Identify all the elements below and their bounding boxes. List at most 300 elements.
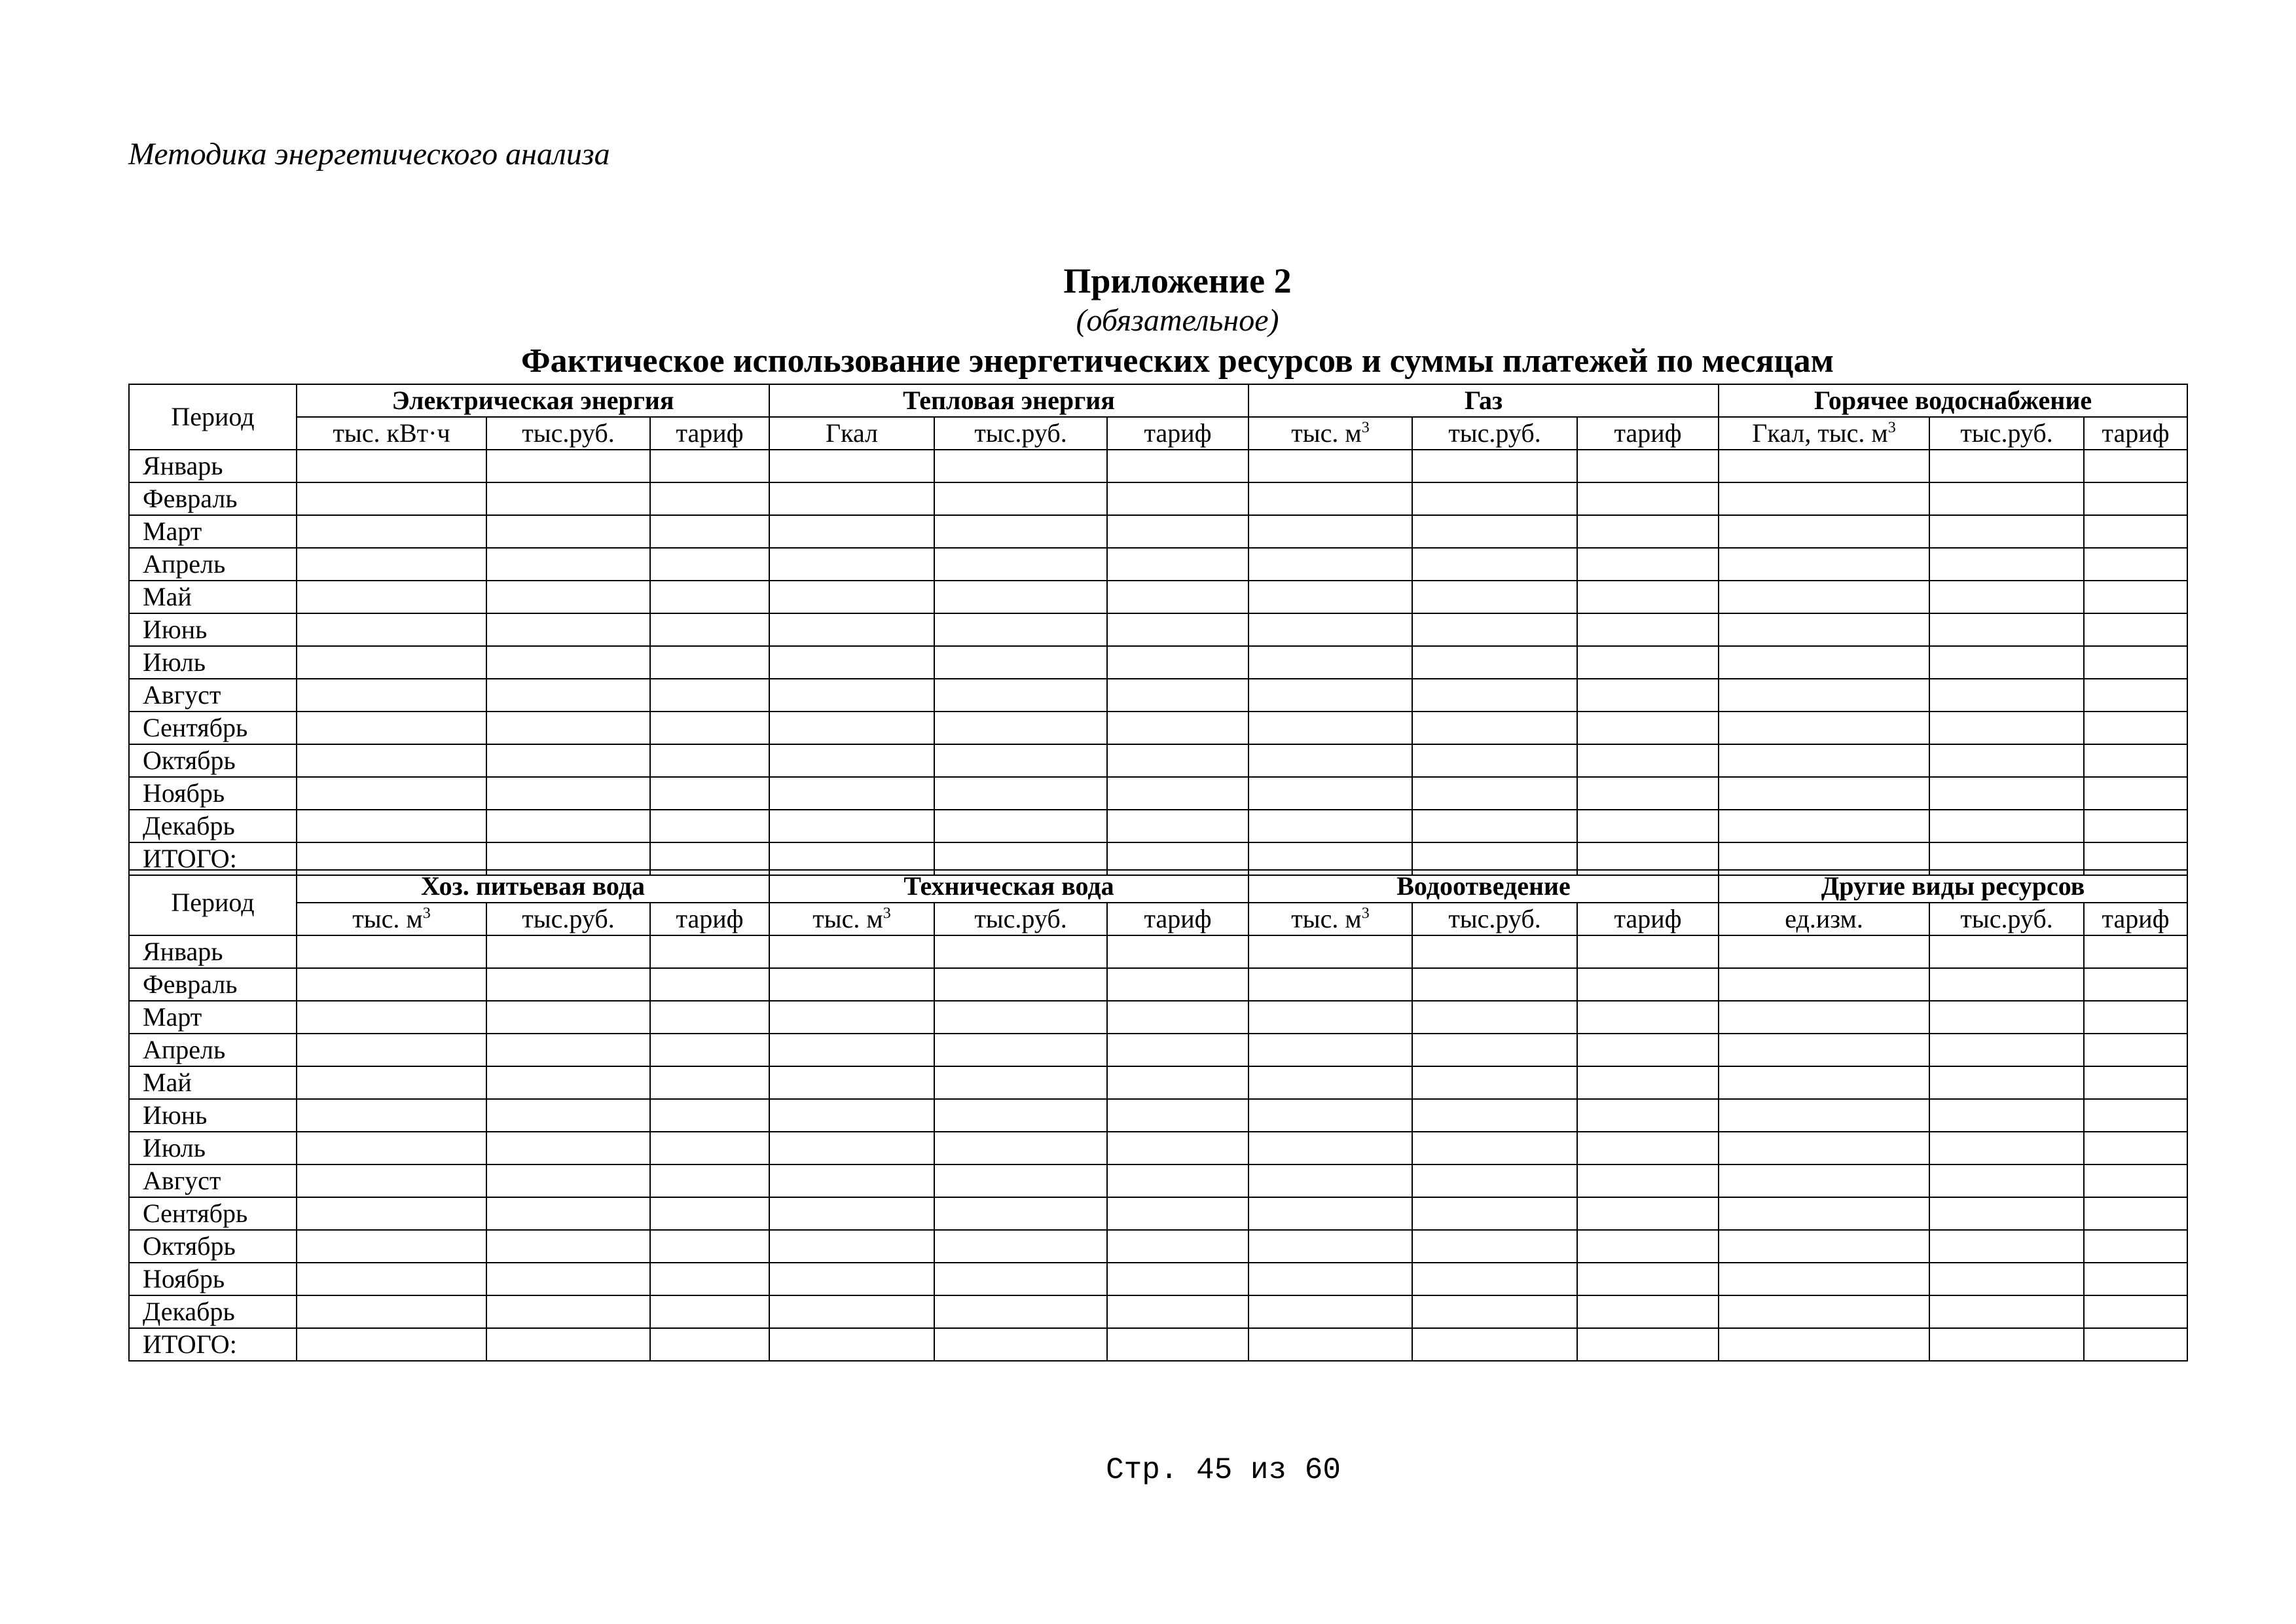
empty-cell <box>1719 1066 1929 1099</box>
empty-cell <box>297 646 486 679</box>
unit-header <box>486 417 650 450</box>
empty-cell <box>769 646 934 679</box>
empty-cell <box>769 1328 934 1361</box>
empty-cell <box>1107 1164 1248 1197</box>
empty-cell <box>2084 810 2187 842</box>
empty-cell <box>934 646 1107 679</box>
empty-cell <box>2084 450 2187 482</box>
empty-cell <box>1929 810 2084 842</box>
table-row <box>129 777 2187 810</box>
empty-cell <box>486 1099 650 1132</box>
resource-group-header: Газ <box>1248 384 1719 417</box>
month-label: Февраль <box>129 968 297 1001</box>
group-header-row <box>129 384 2187 417</box>
table-title: Фактическое использование энергетических ресурсов и суммы платежей по месяцам <box>520 342 1834 380</box>
empty-cell <box>769 613 934 646</box>
empty-cell <box>1248 646 1412 679</box>
empty-cell <box>1412 482 1577 515</box>
empty-cell <box>1248 1099 1412 1132</box>
empty-cell <box>650 646 769 679</box>
empty-cell <box>1412 1001 1577 1034</box>
empty-cell <box>934 1164 1107 1197</box>
unit-label: тыс.руб. <box>1960 904 2053 933</box>
empty-cell <box>486 679 650 712</box>
empty-cell <box>1577 968 1719 1001</box>
empty-cell <box>1412 1230 1577 1263</box>
empty-cell <box>1107 1132 1248 1164</box>
empty-cell <box>1719 581 1929 613</box>
empty-cell <box>1107 581 1248 613</box>
empty-cell <box>1248 1328 1412 1361</box>
empty-cell <box>1929 646 2084 679</box>
empty-cell <box>769 935 934 968</box>
empty-cell <box>297 935 486 968</box>
empty-cell <box>1248 935 1412 968</box>
empty-cell <box>769 581 934 613</box>
empty-cell <box>650 1164 769 1197</box>
month-label: Август <box>129 1164 297 1197</box>
empty-cell <box>650 935 769 968</box>
empty-cell <box>1248 1295 1412 1328</box>
unit-header <box>297 417 486 450</box>
page-number: Стр. 45 из 60 <box>1106 1453 1341 1487</box>
empty-cell <box>934 515 1107 548</box>
empty-cell <box>1412 515 1577 548</box>
empty-cell <box>1248 810 1412 842</box>
empty-cell <box>1107 1001 1248 1034</box>
empty-cell <box>650 1001 769 1034</box>
empty-cell <box>1719 1132 1929 1164</box>
unit-superscript: 3 <box>1887 419 1896 437</box>
empty-cell <box>1412 777 1577 810</box>
empty-cell <box>769 1066 934 1099</box>
empty-cell <box>297 482 486 515</box>
empty-cell <box>1719 1164 1929 1197</box>
month-label: Сентябрь <box>129 1197 297 1230</box>
empty-cell <box>769 515 934 548</box>
table-row <box>129 679 2187 712</box>
month-label: Апрель <box>129 1034 297 1066</box>
unit-header <box>1412 903 1577 935</box>
empty-cell <box>1248 581 1412 613</box>
empty-cell <box>1719 482 1929 515</box>
group-header-row <box>129 870 2187 903</box>
empty-cell <box>486 712 650 744</box>
table-row <box>129 450 2187 482</box>
month-label: Июль <box>129 646 297 679</box>
empty-cell <box>769 548 934 581</box>
empty-cell <box>1577 1034 1719 1066</box>
unit-header <box>2084 417 2187 450</box>
empty-cell <box>934 712 1107 744</box>
unit-header <box>1719 903 1929 935</box>
empty-cell <box>297 1034 486 1066</box>
empty-cell <box>1929 777 2084 810</box>
empty-cell <box>1577 482 1719 515</box>
empty-cell <box>769 679 934 712</box>
empty-cell <box>1577 1001 1719 1034</box>
unit-header-row <box>129 417 2187 450</box>
empty-cell <box>1412 450 1577 482</box>
month-label: Сентябрь <box>129 712 297 744</box>
empty-cell <box>1929 450 2084 482</box>
empty-cell <box>1248 1066 1412 1099</box>
empty-cell <box>934 1066 1107 1099</box>
unit-label: тариф <box>676 418 744 448</box>
empty-cell <box>769 712 934 744</box>
empty-cell <box>934 1197 1107 1230</box>
empty-cell <box>2084 1230 2187 1263</box>
resource-group-header: Горячее водоснабжение <box>1719 384 2187 417</box>
empty-cell <box>486 777 650 810</box>
table-row <box>129 1263 2187 1295</box>
month-label: Июнь <box>129 1099 297 1132</box>
empty-cell <box>1107 744 1248 777</box>
empty-cell <box>1412 548 1577 581</box>
month-label: Декабрь <box>129 810 297 842</box>
empty-cell <box>650 968 769 1001</box>
empty-cell <box>1107 515 1248 548</box>
empty-cell <box>297 1066 486 1099</box>
empty-cell <box>1929 548 2084 581</box>
empty-cell <box>1929 712 2084 744</box>
empty-cell <box>1248 744 1412 777</box>
unit-header <box>1577 417 1719 450</box>
appendix-title: Приложение 2 <box>1063 261 1292 300</box>
empty-cell <box>1929 679 2084 712</box>
empty-cell <box>2084 646 2187 679</box>
empty-cell <box>297 1197 486 1230</box>
month-label: Декабрь <box>129 1295 297 1328</box>
empty-cell <box>650 1328 769 1361</box>
empty-cell <box>1248 1034 1412 1066</box>
empty-cell <box>1719 1197 1929 1230</box>
empty-cell <box>1719 646 1929 679</box>
resources-table-1 <box>128 384 2188 876</box>
empty-cell <box>1107 450 1248 482</box>
empty-cell <box>650 515 769 548</box>
unit-label: тыс. м <box>1291 904 1362 933</box>
unit-header <box>1107 417 1248 450</box>
empty-cell <box>1107 777 1248 810</box>
empty-cell <box>486 1066 650 1099</box>
empty-cell <box>934 1328 1107 1361</box>
empty-cell <box>2084 1099 2187 1132</box>
table-row <box>129 515 2187 548</box>
empty-cell <box>1719 679 1929 712</box>
empty-cell <box>769 777 934 810</box>
empty-cell <box>486 935 650 968</box>
unit-label: тыс.руб. <box>1448 904 1541 933</box>
month-label: Июнь <box>129 613 297 646</box>
unit-header <box>934 417 1107 450</box>
unit-header <box>1412 417 1577 450</box>
empty-cell <box>1577 1197 1719 1230</box>
unit-label: тыс.руб. <box>1448 418 1541 448</box>
table-row <box>129 1164 2187 1197</box>
month-label: Январь <box>129 450 297 482</box>
unit-label: тыс. м <box>812 904 883 933</box>
empty-cell <box>1577 450 1719 482</box>
unit-label: Гкал, тыс. м <box>1752 418 1888 448</box>
empty-cell <box>934 581 1107 613</box>
empty-cell <box>1107 1263 1248 1295</box>
empty-cell <box>1248 712 1412 744</box>
empty-cell <box>1719 1034 1929 1066</box>
empty-cell <box>1248 482 1412 515</box>
table-row <box>129 810 2187 842</box>
empty-cell <box>297 1099 486 1132</box>
empty-cell <box>769 1197 934 1230</box>
unit-header <box>934 903 1107 935</box>
unit-header <box>297 903 486 935</box>
empty-cell <box>1107 712 1248 744</box>
empty-cell <box>486 450 650 482</box>
empty-cell <box>934 613 1107 646</box>
appendix-subtitle: (обязательное) <box>1076 303 1279 338</box>
month-label: Март <box>129 515 297 548</box>
empty-cell <box>650 744 769 777</box>
empty-cell <box>769 810 934 842</box>
empty-cell <box>934 1001 1107 1034</box>
empty-cell <box>1577 515 1719 548</box>
empty-cell <box>650 1230 769 1263</box>
unit-label: тариф <box>2102 904 2170 933</box>
table-row <box>129 1099 2187 1132</box>
month-label: Август <box>129 679 297 712</box>
unit-label: тариф <box>1614 904 1682 933</box>
empty-cell <box>1248 1164 1412 1197</box>
month-label: Ноябрь <box>129 1263 297 1295</box>
empty-cell <box>2084 1328 2187 1361</box>
empty-cell <box>934 1230 1107 1263</box>
table-row <box>129 548 2187 581</box>
table-row <box>129 1197 2187 1230</box>
empty-cell <box>650 613 769 646</box>
empty-cell <box>769 968 934 1001</box>
empty-cell <box>1719 1230 1929 1263</box>
empty-cell <box>1107 1066 1248 1099</box>
empty-cell <box>650 777 769 810</box>
empty-cell <box>297 679 486 712</box>
unit-header <box>2084 903 2187 935</box>
empty-cell <box>1412 1295 1577 1328</box>
empty-cell <box>1577 1132 1719 1164</box>
empty-cell <box>1248 777 1412 810</box>
empty-cell <box>297 1230 486 1263</box>
table-row <box>129 482 2187 515</box>
empty-cell <box>1719 1295 1929 1328</box>
empty-cell <box>1577 810 1719 842</box>
unit-label: тыс.руб. <box>974 904 1067 933</box>
unit-header <box>486 903 650 935</box>
empty-cell <box>650 450 769 482</box>
empty-cell <box>769 744 934 777</box>
unit-label: Гкал <box>826 418 879 448</box>
empty-cell <box>1412 679 1577 712</box>
empty-cell <box>2084 712 2187 744</box>
unit-label: тариф <box>1614 418 1682 448</box>
empty-cell <box>297 1295 486 1328</box>
table-row <box>129 935 2187 968</box>
empty-cell <box>769 1034 934 1066</box>
empty-cell <box>1412 1066 1577 1099</box>
empty-cell <box>2084 1132 2187 1164</box>
empty-cell <box>1412 613 1577 646</box>
unit-header <box>1577 903 1719 935</box>
empty-cell <box>1929 1099 2084 1132</box>
empty-cell <box>1248 1197 1412 1230</box>
resource-group-header: Тепловая энергия <box>769 384 1248 417</box>
empty-cell <box>486 1295 650 1328</box>
table-row <box>129 1001 2187 1034</box>
empty-cell <box>934 1099 1107 1132</box>
resource-group-header: Водоотведение <box>1248 870 1719 903</box>
empty-cell <box>1719 613 1929 646</box>
empty-cell <box>1248 1263 1412 1295</box>
empty-cell <box>486 744 650 777</box>
empty-cell <box>2084 482 2187 515</box>
empty-cell <box>486 548 650 581</box>
empty-cell <box>650 482 769 515</box>
empty-cell <box>1412 1132 1577 1164</box>
empty-cell <box>1577 1164 1719 1197</box>
empty-cell <box>1577 1295 1719 1328</box>
empty-cell <box>1107 679 1248 712</box>
empty-cell <box>1107 935 1248 968</box>
table-row <box>129 581 2187 613</box>
empty-cell <box>2084 1197 2187 1230</box>
empty-cell <box>1107 1230 1248 1263</box>
empty-cell <box>297 548 486 581</box>
empty-cell <box>650 1034 769 1066</box>
unit-header <box>1248 417 1412 450</box>
empty-cell <box>934 777 1107 810</box>
month-label: Январь <box>129 935 297 968</box>
empty-cell <box>1107 482 1248 515</box>
empty-cell <box>650 1066 769 1099</box>
empty-cell <box>934 1295 1107 1328</box>
empty-cell <box>2084 1295 2187 1328</box>
empty-cell <box>2084 744 2187 777</box>
empty-cell <box>1107 613 1248 646</box>
month-label: Июль <box>129 1132 297 1164</box>
empty-cell <box>1719 1263 1929 1295</box>
running-header: Методика энергетического анализа <box>128 137 610 171</box>
empty-cell <box>486 1328 650 1361</box>
empty-cell <box>769 1263 934 1295</box>
empty-cell <box>1719 712 1929 744</box>
empty-cell <box>1929 1295 2084 1328</box>
resource-group-header: Техническая вода <box>769 870 1248 903</box>
empty-cell <box>2084 935 2187 968</box>
table-row <box>129 744 2187 777</box>
empty-cell <box>486 1230 650 1263</box>
empty-cell <box>769 1132 934 1164</box>
unit-header <box>650 903 769 935</box>
unit-label: тыс.руб. <box>522 418 615 448</box>
empty-cell <box>650 581 769 613</box>
empty-cell <box>486 1197 650 1230</box>
unit-header <box>650 417 769 450</box>
empty-cell <box>1929 935 2084 968</box>
month-label: Май <box>129 1066 297 1099</box>
empty-cell <box>1577 1066 1719 1099</box>
empty-cell <box>2084 581 2187 613</box>
empty-cell <box>1412 1328 1577 1361</box>
empty-cell <box>650 712 769 744</box>
empty-cell <box>2084 515 2187 548</box>
empty-cell <box>297 1263 486 1295</box>
period-header: Период <box>129 384 297 450</box>
empty-cell <box>1107 1295 1248 1328</box>
empty-cell <box>650 1132 769 1164</box>
empty-cell <box>1719 968 1929 1001</box>
empty-cell <box>769 450 934 482</box>
empty-cell <box>1107 1099 1248 1132</box>
empty-cell <box>2084 613 2187 646</box>
empty-cell <box>1107 646 1248 679</box>
empty-cell <box>1107 1197 1248 1230</box>
empty-cell <box>1719 744 1929 777</box>
empty-cell <box>297 1001 486 1034</box>
empty-cell <box>1929 1164 2084 1197</box>
empty-cell <box>297 712 486 744</box>
empty-cell <box>1929 1132 2084 1164</box>
unit-header <box>769 903 934 935</box>
unit-header <box>1929 417 2084 450</box>
empty-cell <box>934 744 1107 777</box>
empty-cell <box>1412 810 1577 842</box>
empty-cell <box>650 679 769 712</box>
empty-cell <box>934 810 1107 842</box>
empty-cell <box>650 548 769 581</box>
empty-cell <box>1719 450 1929 482</box>
month-label: Октябрь <box>129 744 297 777</box>
empty-cell <box>934 1034 1107 1066</box>
empty-cell <box>1929 1230 2084 1263</box>
empty-cell <box>297 1132 486 1164</box>
table-row <box>129 1295 2187 1328</box>
empty-cell <box>1577 744 1719 777</box>
unit-superscript: 3 <box>422 905 431 922</box>
table-row <box>129 613 2187 646</box>
empty-cell <box>297 581 486 613</box>
empty-cell <box>1577 548 1719 581</box>
empty-cell <box>1248 679 1412 712</box>
empty-cell <box>1248 1001 1412 1034</box>
month-label: Февраль <box>129 482 297 515</box>
empty-cell <box>1412 581 1577 613</box>
empty-cell <box>1719 810 1929 842</box>
empty-cell <box>1929 515 2084 548</box>
empty-cell <box>486 1034 650 1066</box>
empty-cell <box>297 744 486 777</box>
empty-cell <box>1929 968 2084 1001</box>
empty-cell <box>2084 777 2187 810</box>
empty-cell <box>297 450 486 482</box>
table-row <box>129 1328 2187 1361</box>
month-label: Март <box>129 1001 297 1034</box>
empty-cell <box>650 810 769 842</box>
empty-cell <box>2084 679 2187 712</box>
empty-cell <box>1412 1034 1577 1066</box>
empty-cell <box>297 777 486 810</box>
empty-cell <box>1412 935 1577 968</box>
empty-cell <box>486 581 650 613</box>
empty-cell <box>769 1230 934 1263</box>
empty-cell <box>2084 1001 2187 1034</box>
